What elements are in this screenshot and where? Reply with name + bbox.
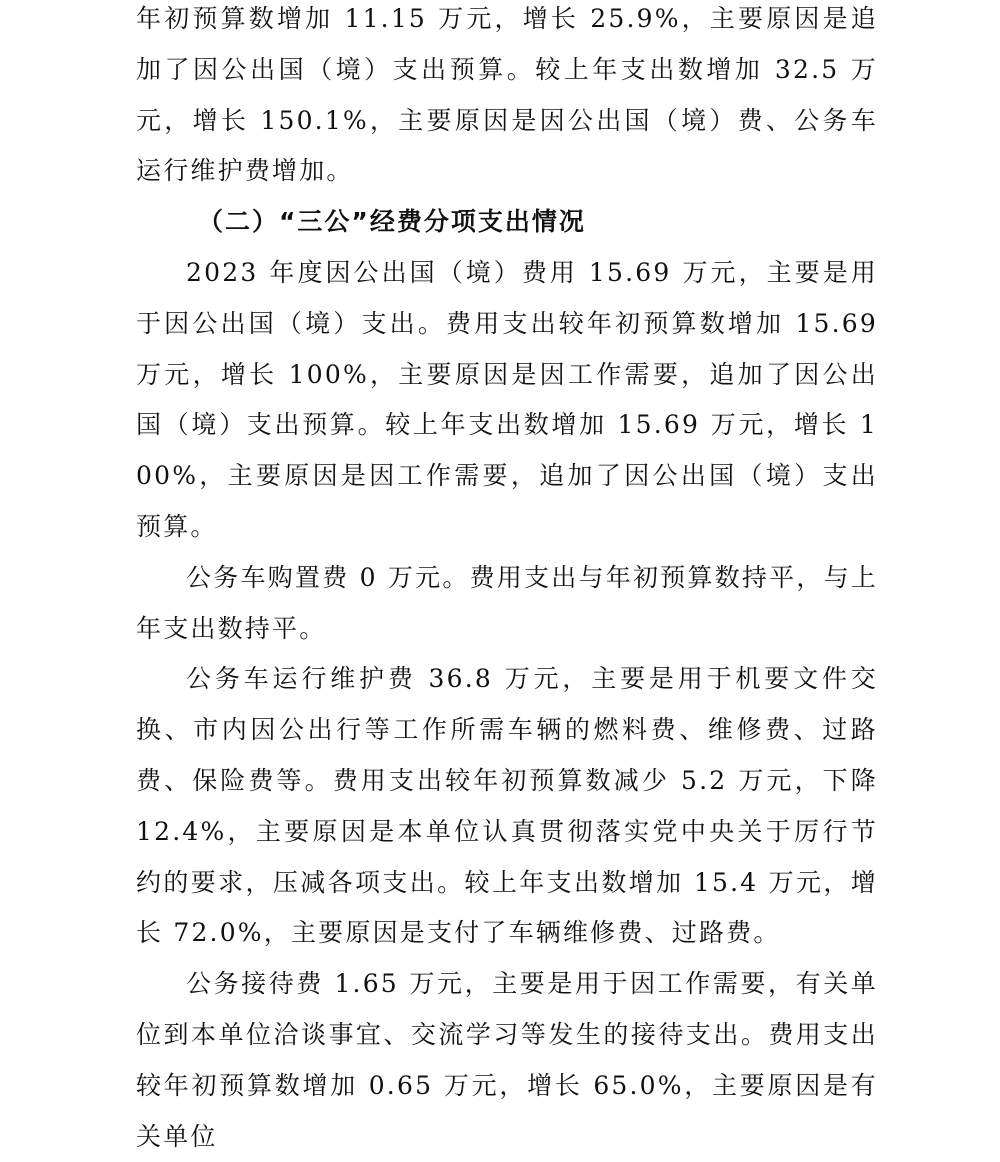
document-body [136, 0, 878, 1162]
paragraph-vehicle-operation: 公务车运行维护费 36.8 万元，主要是用于机要文件交换、市内因公出行等工作所需车辆的燃料费、维修费、过路费、保险费等。费用支出较年初预算数减少 5.2 万元，下降 12.4%，主要原因是本单位认真贯彻落实党中央关于厉行节约的要求，压减各项支出。较上年支出数增加 15.4 万元，增长 72.0%，主要原因是支付了车辆维修费、过路费。 [136, 664, 878, 948]
paragraph-vehicle-purchase: 公务车购置费 0 万元。费用支出与年初预算数持平，与上年支出数持平。 [136, 562, 878, 643]
paragraph-overseas-travel: 2023 年度因公出国（境）费用 15.69 万元，主要是用于因公出国（境）支出。费用支出较年初预算数增加 15.69 万元，增长 100%，主要原因是因工作需要，追加了因公出国（境）支出预算。较上年支出数增加 15.69 万元，增长 100%，主要原因是因工作需要，追加了因公出国（境）支出预算。 [136, 257, 878, 541]
paragraph-continuation: 年初预算数增加 11.15 万元，增长 25.9%，主要原因是追加了因公出国（境）支出预算。较上年支出数增加 32.5 万元，增长 150.1%，主要原因是因公出国（境）费、公务车运行维护费增加。 [136, 4, 878, 186]
section-heading-three-public-expenses: （二）“三公”经费分项支出情况 [198, 207, 586, 237]
paragraph-reception: 公务接待费 1.65 万元，主要是用于因工作需要，有关单位到本单位洽谈事宜、交流学习等发生的接待支出。费用支出较年初预算数增加 0.65 万元，增长 65.0%，主要原因是有关单位 [136, 969, 878, 1151]
